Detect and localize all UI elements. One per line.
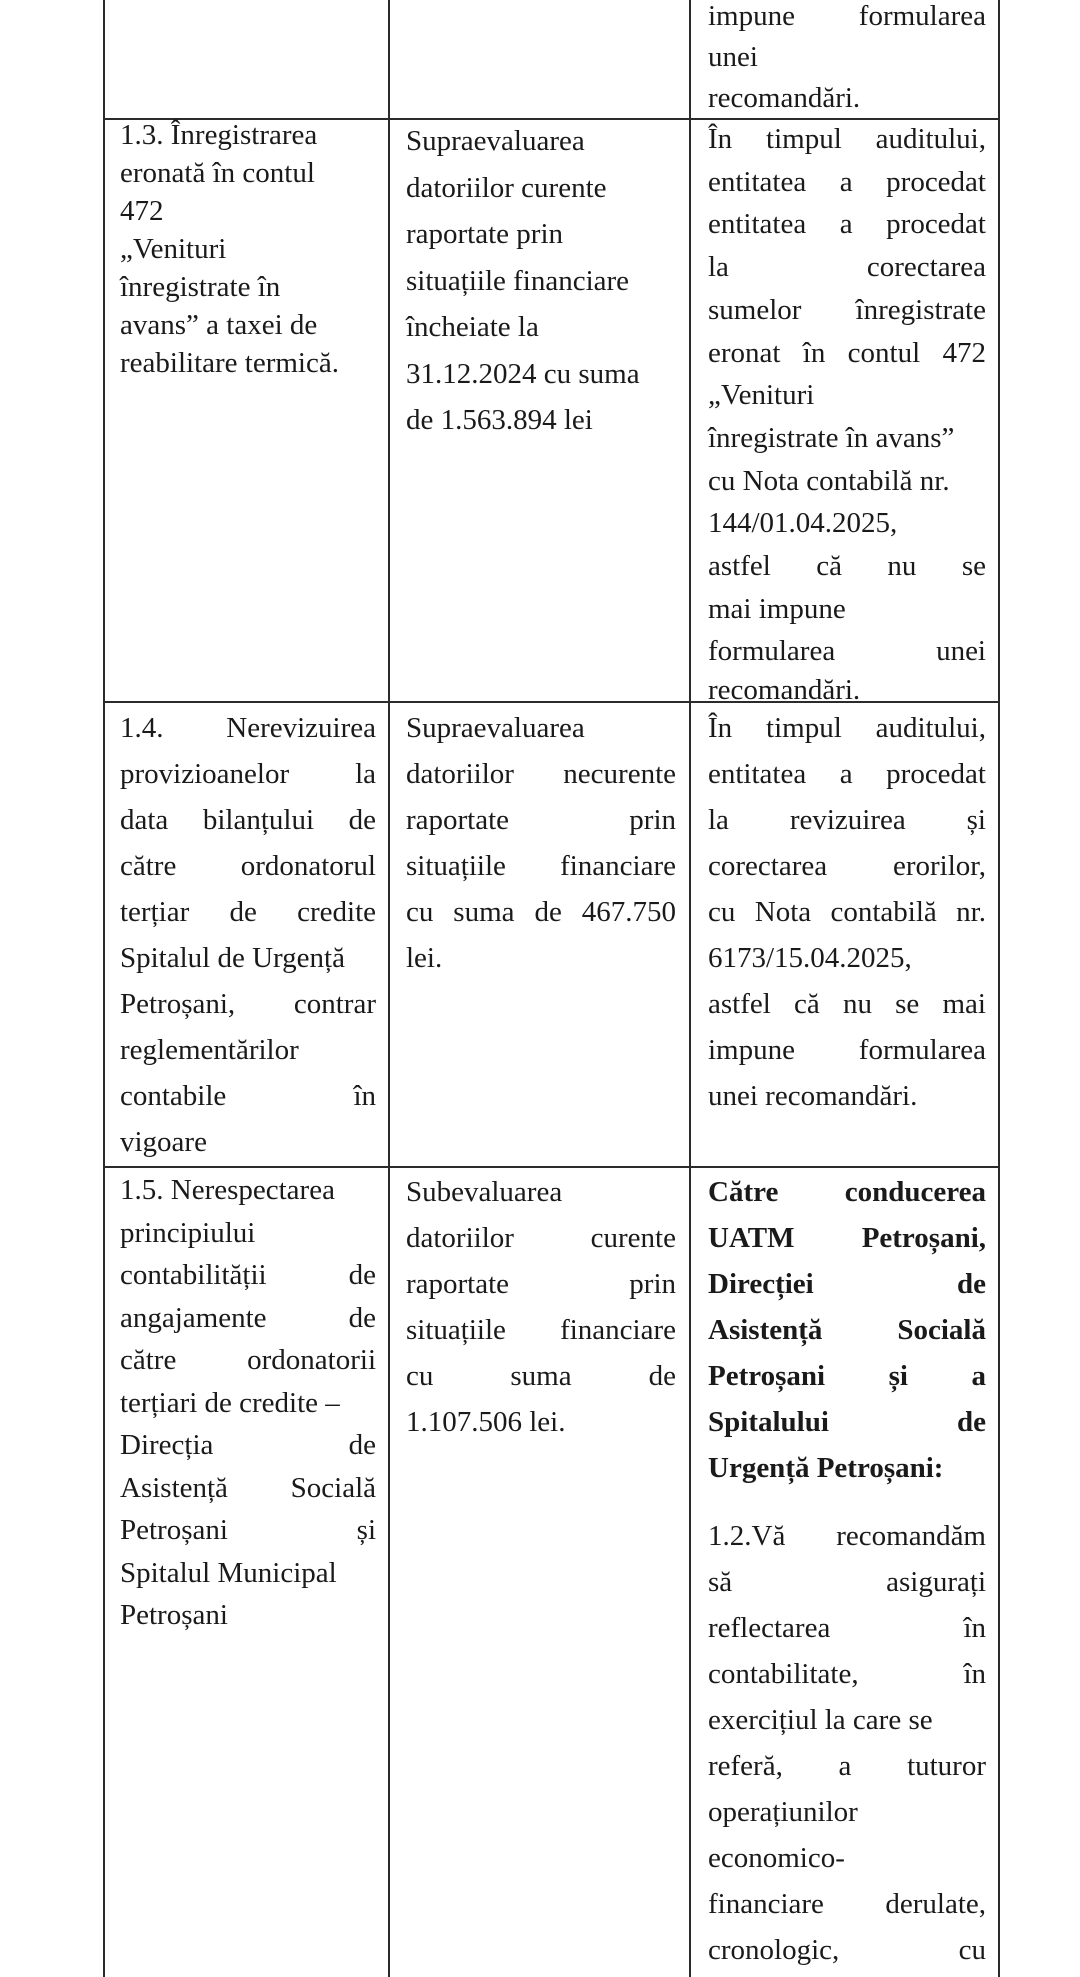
- word: la: [355, 758, 376, 790]
- word: entitatea: [708, 758, 807, 790]
- word: contabilă: [830, 896, 937, 928]
- text-line: încheiate la: [406, 311, 539, 343]
- word: raportate: [406, 1268, 510, 1300]
- text-line: [708, 1881, 986, 1927]
- word: de: [229, 896, 257, 928]
- word: 1.2.Vă: [708, 1520, 786, 1552]
- text-line: [708, 705, 986, 751]
- word: la: [708, 804, 729, 836]
- word: a: [838, 1750, 852, 1782]
- row1-col1: [120, 116, 376, 382]
- table-border-right: [998, 0, 1000, 1977]
- text-line: unei: [708, 41, 758, 73]
- word: Către: [708, 1176, 779, 1208]
- text-line: Spitalul de Urgență: [120, 942, 345, 974]
- text-line: [120, 1254, 376, 1297]
- word: 472: [942, 336, 986, 369]
- word: că: [816, 550, 842, 583]
- paragraph-gap: [708, 1491, 986, 1513]
- word: bilanțului: [202, 804, 315, 836]
- word: financiare: [560, 850, 676, 882]
- word: la: [708, 251, 729, 284]
- word: nr.: [956, 896, 986, 928]
- text-line: [708, 630, 986, 673]
- text-line: reglementărilor: [120, 1034, 299, 1066]
- text-line: [406, 889, 676, 935]
- word: datoriilor: [406, 1222, 514, 1254]
- word: de: [348, 1301, 376, 1334]
- text-line: [708, 246, 986, 289]
- text-line: [406, 843, 676, 889]
- word: entitatea: [708, 208, 807, 241]
- row1-col3: [708, 118, 986, 707]
- word: a: [839, 208, 853, 241]
- word: să: [708, 1566, 733, 1598]
- text-line: [120, 797, 376, 843]
- word: derulate,: [885, 1888, 986, 1920]
- word: cronologic,: [708, 1934, 840, 1966]
- word: de: [348, 804, 376, 836]
- word: procedat: [886, 208, 986, 241]
- word: nu: [842, 988, 872, 1020]
- text-line: [406, 1307, 676, 1353]
- row0-col3: [708, 0, 986, 119]
- text-line: [120, 981, 376, 1027]
- text-line: reabilitare termică.: [120, 347, 339, 379]
- text-line: raportate prin: [406, 218, 564, 250]
- word: și: [356, 1514, 376, 1546]
- text-line: Spitalul Municipal: [120, 1556, 337, 1589]
- text-line: [708, 203, 986, 246]
- text-line: [120, 1467, 376, 1510]
- recommendation-heading-line: [708, 1399, 986, 1445]
- text-line: [120, 889, 376, 935]
- word: financiare: [708, 1888, 824, 1920]
- word: Spitalului: [708, 1406, 829, 1438]
- word: 1.4.: [120, 712, 164, 744]
- word: că: [794, 988, 820, 1020]
- word: formularea: [708, 635, 836, 668]
- text-line: [406, 1215, 676, 1261]
- text-line: cu Nota contabilă nr.: [708, 464, 950, 497]
- word: provizioanelor: [120, 758, 290, 790]
- text-line: Petroșani: [120, 1599, 228, 1631]
- text-line: [708, 0, 986, 37]
- word: Asistență: [708, 1314, 823, 1346]
- word: contabilitate,: [708, 1658, 859, 1690]
- text-line: [406, 751, 676, 797]
- word: cu: [406, 896, 434, 928]
- word: în: [963, 1612, 986, 1644]
- word: data: [120, 804, 169, 836]
- word: conducerea: [844, 1176, 986, 1208]
- text-line: situațiile financiare: [406, 264, 630, 297]
- word: de: [957, 1406, 986, 1438]
- word: către: [120, 1344, 177, 1376]
- text-line: Subevaluarea: [406, 1176, 563, 1208]
- text-line: [708, 545, 986, 588]
- word: 467.750: [581, 896, 676, 928]
- word: erorilor,: [892, 850, 986, 882]
- recommendation-heading-line: [708, 1353, 986, 1399]
- text-line: [708, 1559, 986, 1605]
- word: recomandăm: [836, 1520, 986, 1552]
- word: către: [120, 850, 177, 882]
- word: Asistență: [120, 1471, 228, 1504]
- text-line: lei.: [406, 942, 443, 974]
- word: reflectarea: [708, 1612, 831, 1644]
- text-line: înregistrate în: [120, 271, 281, 303]
- word: Direcția: [120, 1429, 214, 1461]
- text-line: exercițiul la care se: [708, 1704, 933, 1736]
- word: și: [966, 804, 986, 836]
- text-line: [708, 289, 986, 332]
- word: cu: [708, 896, 736, 928]
- text-line: Supraevaluarea: [406, 712, 585, 744]
- text-line: [708, 1743, 986, 1789]
- word: în: [963, 1658, 986, 1690]
- row3-col3: [708, 1169, 986, 1973]
- word: auditului,: [875, 712, 986, 744]
- word: situațiile: [406, 850, 506, 882]
- word: terțiar: [120, 896, 190, 928]
- text-line: [120, 1424, 376, 1467]
- text-line: [708, 161, 986, 204]
- text-line: [708, 751, 986, 797]
- word: corectarea: [708, 850, 828, 882]
- word: în: [802, 336, 826, 369]
- word: eronat: [708, 336, 781, 369]
- word: situațiile: [406, 1314, 506, 1346]
- word: de: [534, 896, 562, 928]
- word: contul: [847, 336, 921, 369]
- text-line: 144/01.04.2025,: [708, 507, 898, 540]
- word: angajamente: [120, 1301, 267, 1334]
- text-line: [708, 1927, 986, 1973]
- word: Socială: [290, 1471, 376, 1504]
- text-line: „Venituri: [708, 379, 815, 412]
- text-line: mai impune: [708, 592, 846, 625]
- text-line: datoriilor curente: [406, 171, 607, 204]
- word: prin: [629, 804, 676, 836]
- recommendation-heading-line: Urgență Petroșani:: [708, 1452, 944, 1484]
- recommendation-heading-line: [708, 1169, 986, 1215]
- word: ordonatorii: [247, 1344, 376, 1376]
- word: de: [648, 1360, 676, 1392]
- word: cu: [958, 1934, 986, 1966]
- text-line: [708, 332, 986, 375]
- word: Petroșani: [708, 1360, 826, 1392]
- word: în: [353, 1080, 376, 1112]
- word: a: [839, 165, 853, 198]
- word: nu: [887, 550, 917, 583]
- text-line: principiului: [120, 1216, 256, 1249]
- word: referă,: [708, 1750, 783, 1782]
- text-line: [406, 1353, 676, 1399]
- text-line: avans” a taxei de: [120, 309, 318, 341]
- word: contrar: [293, 988, 376, 1020]
- row2-col3: [708, 705, 986, 1119]
- word: de: [348, 1429, 376, 1461]
- word: impune: [708, 1034, 795, 1066]
- word: înregistrate: [855, 293, 986, 326]
- word: Petroșani: [120, 1514, 228, 1546]
- text-line: de 1.563.894 lei: [406, 404, 593, 436]
- recommendation-heading-line: [708, 1307, 986, 1353]
- word: astfel: [708, 550, 771, 583]
- row3-col1: [120, 1169, 376, 1637]
- word: cu: [406, 1360, 434, 1392]
- word: Nota: [754, 896, 812, 928]
- word: revizuirea: [789, 804, 906, 836]
- text-line: [120, 1339, 376, 1382]
- word: și: [888, 1360, 908, 1392]
- text-line: [708, 1027, 986, 1073]
- table-border-col2: [689, 0, 691, 1977]
- text-line: [708, 1651, 986, 1697]
- text-line: [708, 889, 986, 935]
- word: timpul: [766, 123, 842, 155]
- text-line: [406, 797, 676, 843]
- word: astfel: [708, 988, 771, 1020]
- text-line: [120, 705, 376, 751]
- word: Socială: [897, 1314, 986, 1346]
- word: suma: [510, 1360, 572, 1392]
- text-line: [708, 843, 986, 889]
- text-line: [708, 1605, 986, 1651]
- word: a: [971, 1360, 986, 1392]
- word: procedat: [886, 758, 986, 790]
- word: ordonatorul: [240, 850, 376, 882]
- text-line: unei recomandări.: [708, 1080, 918, 1112]
- word: Petroșani,: [120, 988, 236, 1020]
- word: asigurați: [886, 1566, 986, 1598]
- word: se: [961, 550, 986, 583]
- word: raportate: [406, 804, 510, 836]
- word: timpul: [766, 712, 842, 744]
- row-divider-3: [103, 1166, 1000, 1168]
- word: contabilității: [120, 1259, 267, 1291]
- word: Nerevizuirea: [226, 712, 376, 744]
- row2-col1: [120, 705, 376, 1165]
- text-line: vigoare: [120, 1126, 207, 1158]
- text-line: terțiari de credite –: [120, 1386, 340, 1419]
- word: formularea: [858, 0, 986, 32]
- text-line: [120, 843, 376, 889]
- text-line: [120, 1073, 376, 1119]
- table-border-col1: [388, 0, 390, 1977]
- text-line: 472: [120, 195, 164, 227]
- text-line: înregistrate în avans”: [708, 421, 955, 454]
- word: datoriilor: [406, 758, 514, 790]
- text-line: [708, 1513, 986, 1559]
- row2-col2: [406, 705, 676, 981]
- word: prin: [629, 1268, 676, 1300]
- text-line: 1.5. Nerespectarea: [120, 1174, 335, 1206]
- word: tuturor: [907, 1750, 986, 1782]
- word: credite: [297, 896, 376, 928]
- text-line: [120, 751, 376, 797]
- word: Direcției: [708, 1268, 814, 1300]
- row1-col2: [406, 118, 676, 444]
- word: procedat: [886, 165, 986, 198]
- word: sumelor: [708, 293, 802, 326]
- word: corectarea: [866, 251, 986, 284]
- word: auditului,: [875, 123, 986, 155]
- text-line: operațiunilor: [708, 1796, 858, 1828]
- text-line: [708, 981, 986, 1027]
- word: se: [895, 988, 920, 1020]
- word: unei: [936, 635, 986, 668]
- text-line: [120, 1297, 376, 1340]
- word: curente: [590, 1222, 676, 1254]
- text-line: 6173/15.04.2025,: [708, 942, 912, 974]
- text-line: 31.12.2024 cu suma: [406, 357, 640, 390]
- word: mai: [942, 988, 986, 1020]
- text-line: recomandări.: [708, 674, 861, 707]
- word: suma: [453, 896, 515, 928]
- text-line: 1.107.506 lei.: [406, 1406, 566, 1438]
- text-line: Supraevaluarea: [406, 125, 585, 157]
- word: de: [957, 1268, 986, 1300]
- word: formularea: [858, 1034, 986, 1066]
- word: financiare: [560, 1314, 676, 1346]
- word: necurente: [563, 758, 676, 790]
- table-border-left: [103, 0, 105, 1977]
- text-line: [708, 118, 986, 161]
- text-line: [406, 1261, 676, 1307]
- word: UATM: [708, 1222, 795, 1254]
- text-line: eronată în contul: [120, 157, 315, 189]
- word: de: [348, 1259, 376, 1291]
- text-line: recomandări.: [708, 82, 861, 114]
- word: Petroșani,: [861, 1222, 986, 1254]
- word: entitatea: [708, 165, 807, 198]
- word: În: [708, 123, 733, 155]
- recommendation-heading-line: [708, 1215, 986, 1261]
- text-line: economico-: [708, 1842, 845, 1874]
- word: impune: [708, 0, 795, 32]
- row3-col2: [406, 1169, 676, 1445]
- recommendation-heading-line: [708, 1261, 986, 1307]
- text-line: 1.3. Înregistrarea: [120, 119, 318, 151]
- word: a: [839, 758, 853, 790]
- word: În: [708, 712, 733, 744]
- word: contabile: [120, 1080, 227, 1112]
- text-line: [120, 1509, 376, 1552]
- text-line: „Venituri: [120, 233, 227, 265]
- text-line: [708, 797, 986, 843]
